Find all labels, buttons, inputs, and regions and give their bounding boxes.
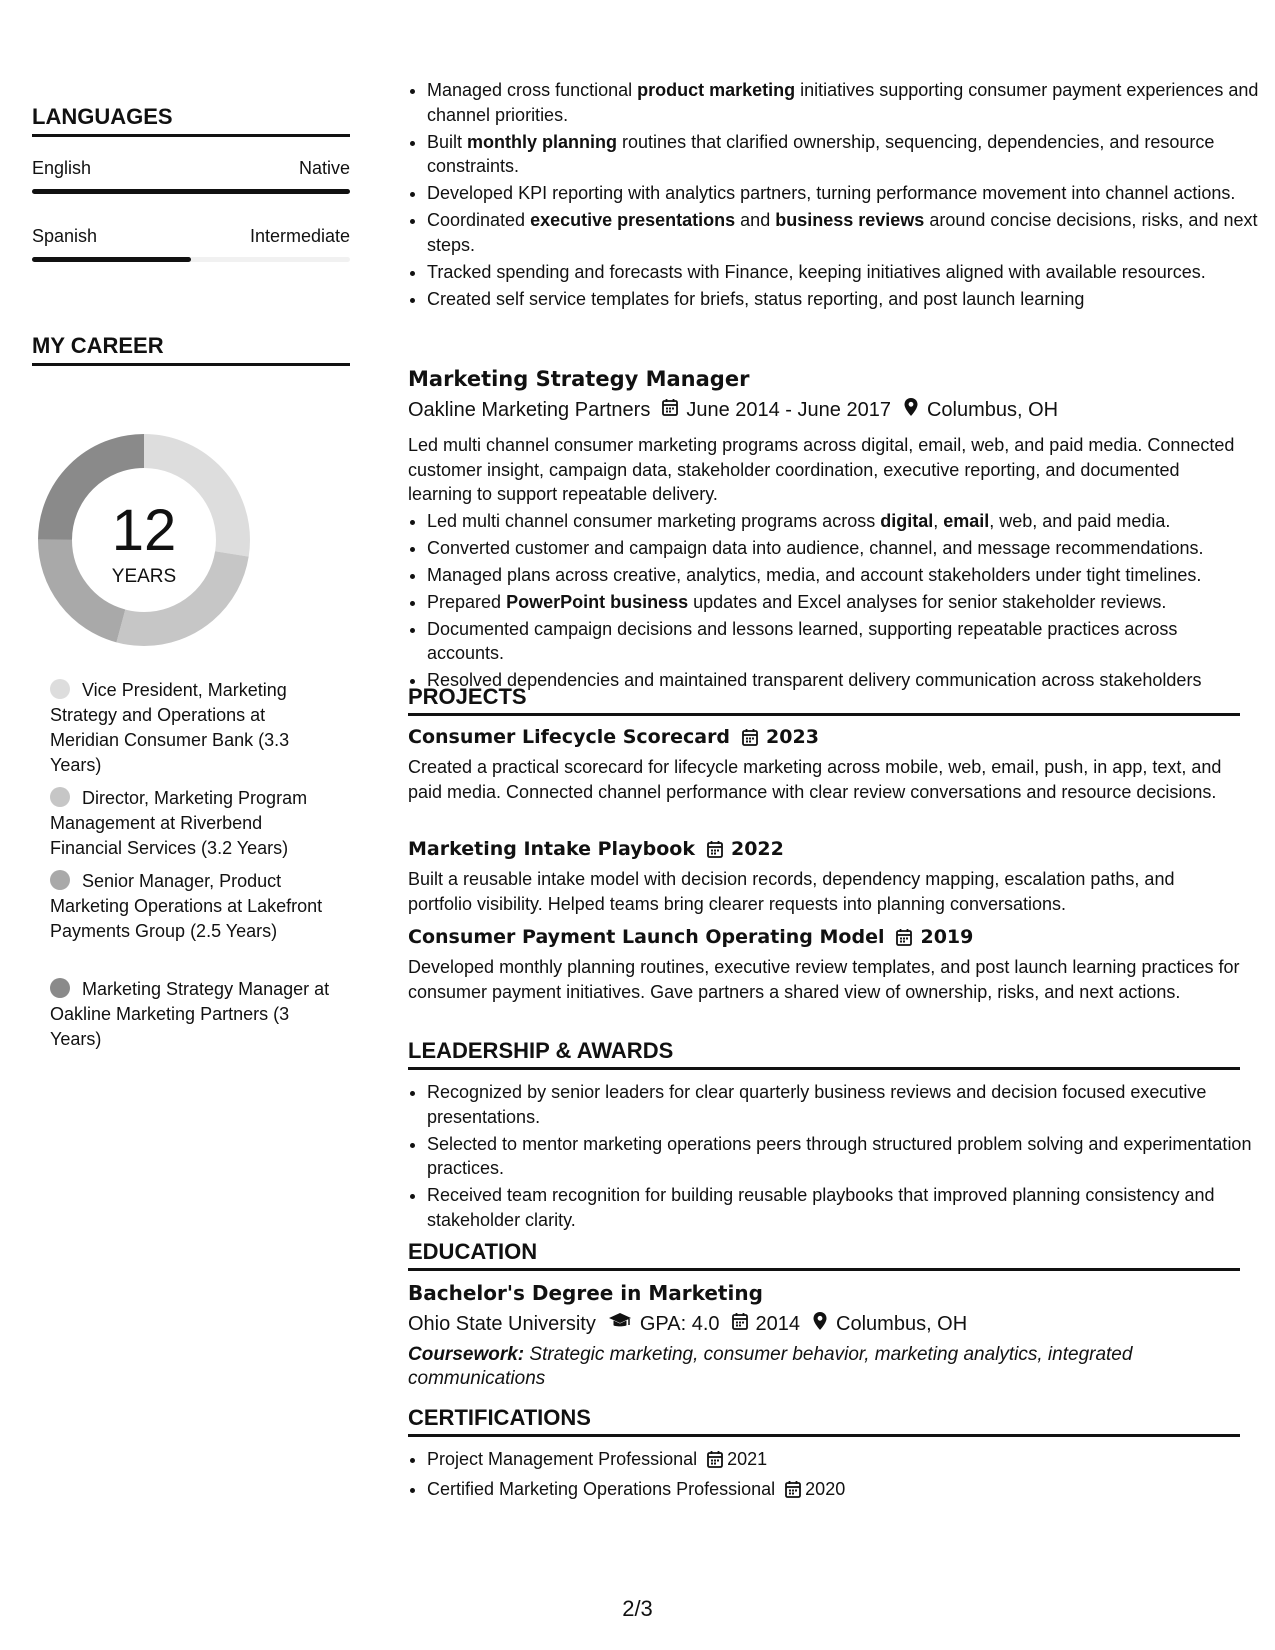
projects-heading: PROJECTS xyxy=(408,684,1240,716)
calendar-icon xyxy=(732,1312,748,1336)
language-proficiency-fill xyxy=(32,257,191,262)
bullet-text: Managed plans across creative, analytics, media, and account stakeholders under tight timelines. xyxy=(427,564,1202,585)
job-company: Oakline Marketing Partners xyxy=(408,398,651,421)
certification-item xyxy=(427,1477,1259,1505)
bullet-text: Built xyxy=(427,131,468,152)
project-title: Marketing Intake Playbook xyxy=(408,838,695,860)
bullet-bold-text: email xyxy=(943,510,990,531)
bullet-text: Developed KPI reporting with analytics partners, turning performance movement into channel actions. xyxy=(427,183,1236,203)
job-title: Marketing Strategy Manager xyxy=(408,367,750,391)
calendar-icon xyxy=(742,728,758,751)
language-proficiency-fill xyxy=(32,189,350,194)
certification-name: Project Management Professional xyxy=(427,1449,698,1469)
bullet-item xyxy=(427,78,1259,127)
certifications-section xyxy=(408,1405,1240,1437)
calendar-icon xyxy=(662,398,678,422)
job-meta xyxy=(408,397,1240,423)
career-total-years: 12 xyxy=(111,498,177,563)
certification-item xyxy=(427,1447,1259,1475)
bullet-text: , web, and paid media. xyxy=(989,510,1171,531)
project-year: 2022 xyxy=(730,838,784,860)
job-bullets xyxy=(408,509,1240,693)
graduation-cap-icon xyxy=(608,1312,632,1336)
education-entry xyxy=(408,1281,1240,1391)
calendar-icon xyxy=(785,1480,801,1505)
bullet-item xyxy=(427,287,1259,312)
language-item xyxy=(32,226,350,262)
bullet-bold-text: digital xyxy=(880,510,934,531)
legend-dot-icon xyxy=(50,870,70,890)
bullet-bold-text: monthly planning xyxy=(467,131,618,152)
bullet-text: routines that clarified ownership, sequencing, dependencies, and resource constraints. xyxy=(427,131,1215,176)
project-title-row xyxy=(408,726,1240,751)
bullet-text: around concise decisions, risks, and next steps. xyxy=(427,210,1258,255)
career-item-text: Director, Marketing Program Management at Riverbend Financial Services (3.2 Years) xyxy=(50,788,308,858)
bullet-text: updates and Excel analyses for senior stakeholder reviews. xyxy=(688,591,1167,612)
bullet-bold-text: executive presentations xyxy=(530,210,736,230)
bullet-item xyxy=(427,536,1240,561)
language-proficiency-bar xyxy=(32,257,350,262)
career-legend-item xyxy=(50,977,336,1052)
awards-section xyxy=(408,1038,1240,1070)
career-item-text: Senior Manager, Product Marketing Operations at Lakefront Payments Group (2.5 Years) xyxy=(50,871,323,941)
experience-bullets-continued xyxy=(408,78,1259,314)
bullet-text: Led multi channel consumer marketing programs across xyxy=(427,510,881,531)
project-description: Created a practical scorecard for lifecycle marketing across mobile, web, email, push, in app, text, and paid media. Connected channel performance with clear review conversations and resource decisions. xyxy=(408,757,1222,802)
career-years-unit: YEARS xyxy=(111,566,177,587)
education-heading: EDUCATION xyxy=(408,1239,1240,1271)
awards-heading: LEADERSHIP & AWARDS xyxy=(408,1038,1240,1070)
project-year: 2019 xyxy=(920,926,974,948)
languages-heading: LANGUAGES xyxy=(32,104,350,137)
degree-title: Bachelor's Degree in Marketing xyxy=(408,1281,763,1305)
bullet-text: Tracked spending and forecasts with Finance, keeping initiatives aligned with available resources. xyxy=(427,261,1206,282)
bullet-item xyxy=(427,208,1259,257)
certifications-heading: CERTIFICATIONS xyxy=(408,1405,1240,1437)
job-entry xyxy=(408,367,1240,695)
job-dates: June 2014 - June 2017 xyxy=(686,398,891,421)
bullet-text: , xyxy=(933,510,944,531)
bullet-item xyxy=(427,563,1240,588)
career-legend-item xyxy=(50,869,336,944)
education-section xyxy=(408,1239,1240,1271)
award-item: • Selected to mentor marketing operations peers through structured problem solving and experimentation practices. xyxy=(427,1132,1259,1181)
calendar-icon xyxy=(896,928,912,951)
project-item xyxy=(408,726,1240,804)
award-item: • Recognized by senior leaders for clear quarterly business reviews and decision focused executive presentations. xyxy=(427,1080,1259,1129)
language-level: Native xyxy=(298,158,350,178)
career-item-text: Vice President, Marketing Strategy and Operations at Meridian Consumer Bank (3.3 Years) xyxy=(50,680,290,775)
language-item xyxy=(32,158,350,194)
legend-dot-icon xyxy=(50,787,70,807)
projects-section xyxy=(408,684,1240,716)
certifications-list xyxy=(408,1447,1259,1507)
project-title: Consumer Lifecycle Scorecard xyxy=(408,726,731,748)
location-pin-icon xyxy=(812,1311,828,1337)
career-donut-chart xyxy=(32,428,256,652)
education-year: 2014 xyxy=(755,1312,801,1335)
bullet-item xyxy=(427,617,1240,666)
legend-dot-icon xyxy=(50,679,70,699)
calendar-icon xyxy=(707,1450,723,1475)
career-legend-item xyxy=(50,678,336,778)
certification-year: 2021 xyxy=(727,1449,768,1469)
coursework-label: Coursework: xyxy=(408,1344,525,1365)
bullet-item xyxy=(427,181,1259,206)
project-description: Built a reusable intake model with decision records, dependency mapping, escalation paths, and portfolio visibility. Helped teams bring clearer requests into planning conversations. xyxy=(408,869,1175,914)
bullet-bold-text: product marketing xyxy=(637,80,796,100)
location-pin-icon xyxy=(903,397,919,423)
bullet-text: Converted customer and campaign data into audience, channel, and message recommendations. xyxy=(427,537,1204,558)
language-name: English xyxy=(32,158,92,178)
career-legend-item xyxy=(50,786,336,861)
job-summary: Led multi channel consumer marketing programs across digital, email, web, and paid media. Connected customer insight, campaign data, stakeholder coordination, executive reporting, and documented learning to support repeatable delivery. xyxy=(408,435,1235,504)
career-section xyxy=(32,333,350,366)
bullet-text: Prepared xyxy=(427,591,507,612)
language-proficiency-bar xyxy=(32,189,350,194)
bullet-item xyxy=(427,509,1240,534)
award-item: • Received team recognition for building reusable playbooks that improved planning consistency and stakeholder clarity. xyxy=(427,1183,1259,1232)
bullet-item xyxy=(427,260,1259,285)
career-heading: MY CAREER xyxy=(32,333,350,366)
education-location: Columbus, OH xyxy=(836,1312,968,1335)
bullet-text: Managed cross functional xyxy=(427,80,638,100)
bullet-item xyxy=(427,590,1240,615)
project-year: 2023 xyxy=(766,726,819,748)
project-description: Developed monthly planning routines, executive review templates, and post launch learning practices for consumer payment initiatives. Gave partners a shared view of ownership, risks, and next actions. xyxy=(408,957,1240,1002)
education-meta xyxy=(408,1311,1240,1337)
bullet-bold-text: PowerPoint business xyxy=(506,591,689,612)
education-gpa: GPA: 4.0 xyxy=(639,1312,720,1335)
certification-name: Certified Marketing Operations Professional xyxy=(427,1479,776,1499)
project-title: Consumer Payment Launch Operating Model xyxy=(408,926,885,948)
project-item xyxy=(408,838,1240,916)
job-location: Columbus, OH xyxy=(926,398,1059,421)
language-name: Spanish xyxy=(32,226,98,246)
bullet-bold-text: business reviews xyxy=(775,210,925,230)
bullet-item xyxy=(427,130,1259,179)
languages-section xyxy=(32,104,350,137)
bullet-text: Resolved dependencies and maintained transparent delivery communication across stakeholders xyxy=(427,670,1202,690)
project-item xyxy=(408,926,1240,1004)
coursework xyxy=(408,1343,1240,1391)
calendar-icon xyxy=(707,840,723,863)
language-level: Intermediate xyxy=(249,226,350,246)
bullet-text: Coordinated xyxy=(427,210,531,230)
project-title-row xyxy=(408,838,1240,863)
page-number: 2/3 xyxy=(622,1596,653,1621)
certification-year: 2020 xyxy=(805,1479,846,1499)
career-item-text: Marketing Strategy Manager at Oakline Marketing Partners (3 Years) xyxy=(50,979,330,1049)
bullet-text: and xyxy=(735,210,776,230)
awards-list xyxy=(408,1080,1259,1235)
bullet-text: Documented campaign decisions and lessons learned, supporting repeatable practices across accounts. xyxy=(427,618,1178,663)
school-name: Ohio State University xyxy=(408,1312,596,1335)
legend-dot-icon xyxy=(50,978,70,998)
bullet-text: initiatives supporting consumer payment experiences and channel priorities. xyxy=(427,80,1259,125)
coursework-text: Strategic marketing, consumer behavior, marketing analytics, integrated communications xyxy=(408,1344,1133,1389)
project-title-row xyxy=(408,926,1240,951)
bullet-text: Created self service templates for briefs, status reporting, and post launch learning xyxy=(427,288,1085,309)
